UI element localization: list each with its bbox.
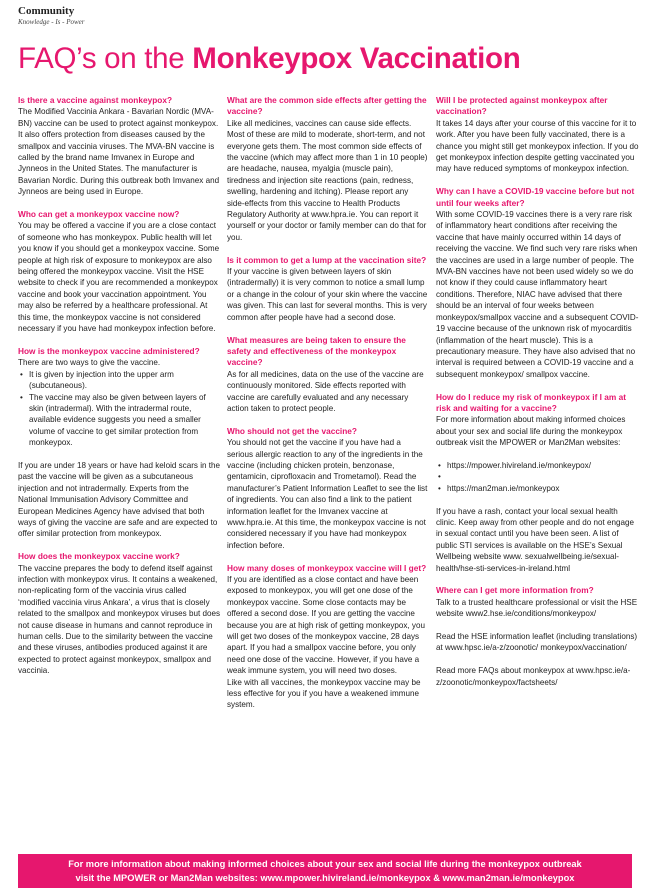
title-light: FAQ’s on the [18,42,193,75]
answer-paragraph: There are two ways to give the vaccine. [18,358,161,368]
question-heading: What are the common side effects after getting the vaccine? [227,95,427,117]
answer-paragraph: Talk to a trusted healthcare professional or visit the HSE website www2.hse.ie/conditions/monkeypox/ [436,597,638,619]
footer-man2man-link[interactable]: www.man2man.ie/monkeypox [442,872,575,883]
title-bold: Monkeypox Vaccination [192,42,521,75]
bullet-item: • The vaccine may also be given between layers of skin (intradermal). With the intradermal route, available evidence suggests you need a smaller volume of vaccine to get similar protection from monkeypox. [18,392,220,449]
answer-paragraph: Read the HSE information leaflet (including translations) at www.hpsc.ie/a-z/zoonotic/ monkeypox/vaccination/ [436,631,638,653]
answer-paragraph: If you are under 18 years or have had keloid scars in the past the vaccine will be given as a subcutaneous injection and not intradermally. Experts from the National Immunisation Advisory Committee and European Medicines Agency have advised that both ways of giving the vaccine are safe and are expected to offer similar protection from monkeypox. [18,460,221,539]
question-heading: Who should not get the vaccine? [227,425,357,436]
answer-paragraph: If you have a rash, contact your local sexual health clinic. Keep away from other people and do not engage in sexual contact until you have been seen. A list of public STI services is available on the HSE’s Sexual Wellbeing website www. sexualwellbeing.ie/sexual-health/hse-sti-services-in-ireland.html [436,506,634,573]
question-heading: Who can get a monkeypox vaccine now? [18,209,180,220]
mpower-link[interactable]: • https://mpower.hivireland.ie/monkeypox/ [436,460,640,471]
answer-paragraph: If your vaccine is given between layers of skin (intradermally) it is very common to notice a small lump or a change in the colour of your skin where the vaccine was given. This can last for several months. This is very common after people have had a second dose. [227,267,428,322]
answer-paragraph: The vaccine prepares the body to defend itself against infection with monkeypox virus. It contains a weakened, non-replicating form of the vaccinia virus called ‘modified vaccinia virus Ankara’, a virus that is closely related to the smallpox and monkeypox viruses but does not cause disease in humans and cannot reproduce in human cells. Due to the similarity between the vaccine and these viruses, antibodies produced against it are expected to protect against monkeypox, smallpox and vaccinia. [18,563,221,676]
page-title [18,42,520,76]
question-heading: What measures are being taken to ensure the safety and effectiveness of the monkeypox vaccine? [227,334,406,368]
bullet-item: • It is given by injection into the upper arm (subcutaneous). [18,369,220,392]
column-3 [436,95,640,688]
publication-name: Community [18,5,75,17]
column-2 [227,95,428,711]
column-1 [18,95,220,677]
answer-paragraph: If you are identified as a close contact and have been exposed to monkeypox, you will get one dose of the monkeypox vaccine. Some close contacts may be offered a second dose. If you are getting the vaccine because you are at high risk of getting monkeypox, you will get two doses of the monkeypox vaccine, 28 days apart. If you had a smallpox vaccine before, you only need one dose of the vaccine. However, if you have a weak immune system, you will need two doses. [227,575,425,676]
answer-paragraph: You may be offered a vaccine if you are a close contact of someone who has monkeypox. Public health will let you know if you should get a monkeypox vaccine. Some people at high risk of exposure to monkeypox are also being offered the monkeypox vaccine. Visit the HSE website to check if you are recommended a monkeypox vaccine and book your vaccination appointment. You may also be referred by a healthcare professional. At this time, the monkeypox vaccine is not considered necessary if you have had monkeypox infection before. [18,221,220,334]
footer-line-1: For more information about making informed choices about your sex and social life during the monkeypox outbreak [68,859,582,869]
masthead [18,5,85,26]
question-heading: Will I be protected against monkeypox after vaccination? [436,95,608,117]
question-heading: How does the monkeypox vaccine work? [18,551,180,562]
answer-paragraph: As for all medicines, data on the use of the vaccine are continuously monitored. Side effects reported with vaccine are carefully evaluated and any necessary action taken to protect people. [227,369,424,413]
footer-ampersand: & [430,872,443,883]
footer-line-2-text: visit the MPOWER or Man2Man websites: [75,872,261,883]
question-heading: Is there a vaccine against monkeypox? [18,95,173,105]
question-heading: Is it common to get a lump at the vaccination site? [227,254,427,265]
answer-paragraph: For more information about making informed choices about your sex and social life during the monkeypox outbreak visit the MPOWER or Man2Man websites: [436,415,626,448]
link-list [436,483,640,494]
answer-paragraph: The Modified Vaccinia Ankara - Bavarian Nordic (MVA-BN) vaccine can be used to protect against monkeypox. It also offers protection from diseases caused by the smallpox and vaccinia viruses. The MVA-BN vaccine is called by the brand name Imvanex in Europe and Jynneos in the United States. The manufacturer is Bavarian Nordic. During this outbreak both Imvanex and Jynneos are being used in Europe. [18,107,220,197]
footer-line-2 [18,872,632,886]
bullet-list [18,369,220,449]
answer-paragraph: You should not get the vaccine if you have had a serious allergic reaction to any of the ingredients in the vaccine (including chicken protein, benzonase, gentamicin, ciprofloxacin and Trometamol). Read the manufacturer’s Patient Information Leaflet to see the list of ingredients. You can also find a link to the patient information leaflet for the Imvanex vaccine at www.hpra.ie. At this time, the monkeypox vaccine is not considered necessary if you have had monkeypox infection before. [227,438,428,550]
answer-paragraph: Read more FAQs about monkeypox at www.hpsc.ie/a-z/zoonotic/monkeypox/factsheets/ [436,666,631,687]
footer-banner [18,854,632,888]
answer-paragraph: It takes 14 days after your course of this vaccine for it to work. After you have been fully vaccinated, there is a chance you might still get monkeypox infection. If you do get monkeypox infection despite getting vaccinated you may have reduced symptoms of monkeypox infection. [436,118,639,174]
answer-paragraph: Like with all vaccines, the monkeypox vaccine may be less effective for you if you have a weakened immune system. [227,677,421,710]
question-heading: How is the monkeypox vaccine administered? [18,345,200,356]
answer-paragraph: Like all medicines, vaccines can cause side effects. Most of these are mild to moderate, short-term, and not everyone gets them. The most common side effects of the vaccine (which may affect more than 1 in 10 people) are headache, nausea, myalgia (muscle pain), tiredness and injection site reactions (pain, redness, swelling, hardening and itching). Please report any side-effects from this vaccine to Health Products Regulatory Authority at www.hpra.ie. You can report it yourself or your doctor or family member can do that for you. [227,118,428,242]
question-heading: How do I reduce my risk of monkeypox if I am at risk and waiting for a vaccine? [436,391,626,413]
man2man-link[interactable]: • https://man2man.ie/monkeypox [436,483,640,494]
question-heading: How many doses of monkeypox vaccine will I get? [227,562,427,573]
answer-paragraph: With some COVID-19 vaccines there is a very rare risk of inflammatory heart conditions after receiving the vaccine that have mainly occurred within 14 days of receiving the vaccine. We find such very rare risks when the vaccines are used in a large number of people. The MVA-BN vaccines have not been used widely so we do not know if they could cause inflammatory heart conditions. Therefore, NIAC have advised that there should be an interval of four weeks between monkeypox/smallpox vaccine and a subsequent COVID-19 vaccine because of the unknown risk of myocarditis (inflammation of the heart muscle). This is a precautionary measure. They have also advised that no interval is required between a COVID-19 vaccine and a subsequent monkeypox/ smallpox vaccine. [436,210,639,379]
footer-mpower-link[interactable]: www.mpower.hivireland.ie/monkeypox [260,872,431,883]
question-heading: Why can I have a COVID-19 vaccine before but not until four weeks after? [436,186,635,208]
link-list [436,460,640,483]
question-heading: Where can I get more information from? [436,585,594,596]
publication-tagline: Knowledge - Is - Power [18,18,85,26]
